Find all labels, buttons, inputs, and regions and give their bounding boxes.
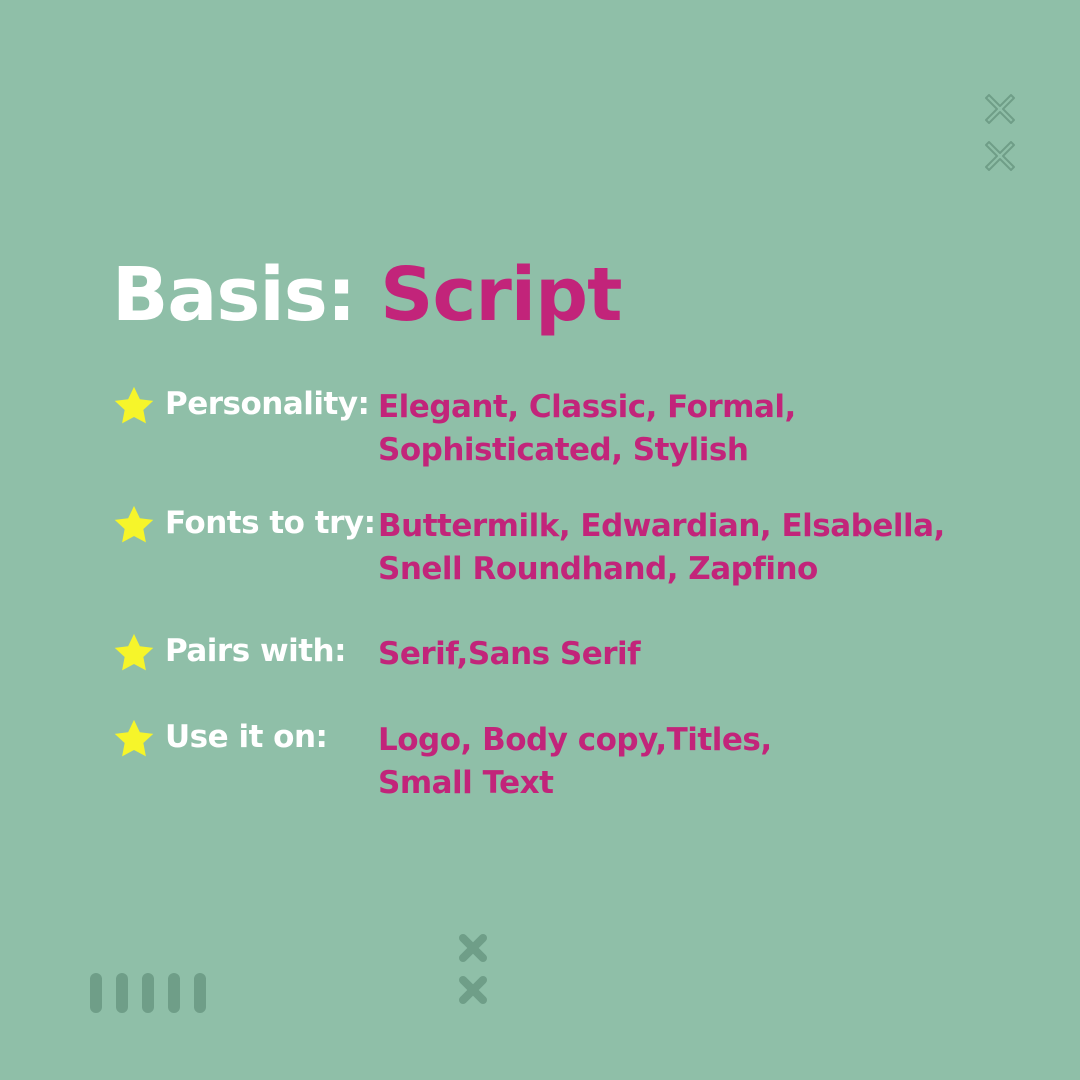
x-solid-icon [458,933,488,963]
x-outline-icon [984,140,1016,172]
row-label: Personality: [165,386,370,422]
row-label: Use it on: [165,719,328,755]
row-value-line: Sophisticated, Stylish [378,432,749,468]
row-value [378,505,998,591]
star-icon [112,503,156,547]
row-value-line: Snell Roundhand, Zapfino [378,551,818,587]
row-value [378,386,998,472]
row-value-line: Small Text [378,765,554,801]
row-value [378,633,998,676]
title-lead: Basis: [112,252,356,338]
row-value-line: Buttermilk, Edwardian, Elsabella, [378,508,945,544]
row-label: Pairs with: [165,633,347,669]
star-icon [112,717,156,761]
vertical-bars-icon [90,973,210,1013]
row-value-line: Serif,Sans Serif [378,636,641,672]
row-label: Fonts to try: [165,505,376,541]
x-solid-icon [458,975,488,1005]
row-value-line: Logo, Body copy,Titles, [378,722,772,758]
title-accent: Script [380,252,622,338]
row-value [378,719,998,805]
page-title [112,252,622,338]
star-icon [112,631,156,675]
x-outline-icon [984,93,1016,125]
star-icon [112,384,156,428]
row-value-line: Elegant, Classic, Formal, [378,389,796,425]
